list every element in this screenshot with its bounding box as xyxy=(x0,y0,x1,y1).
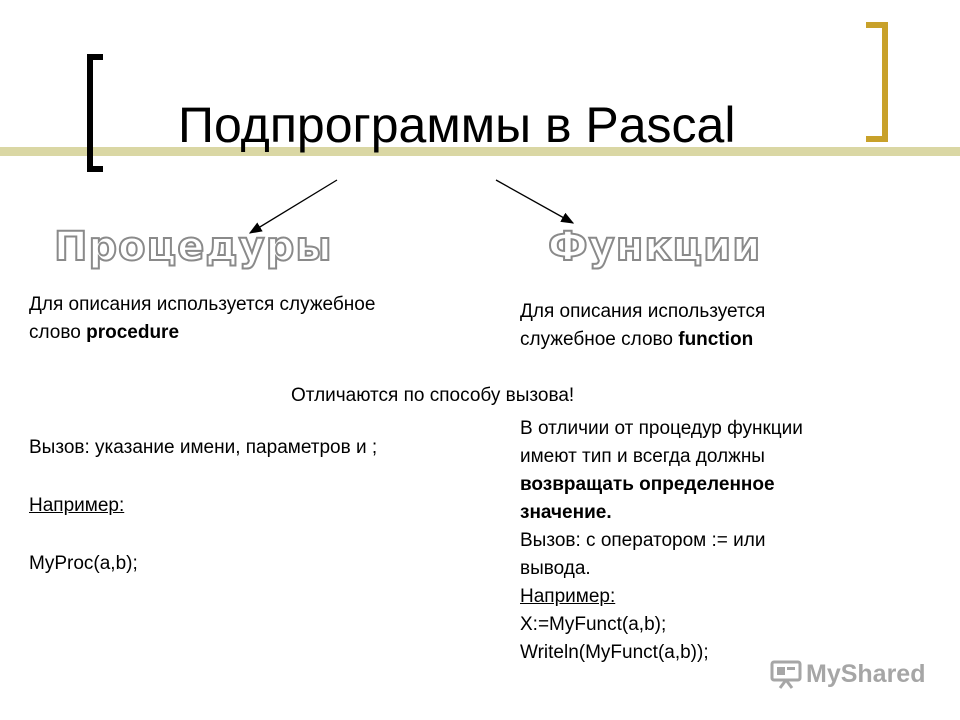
functions-keyword: function xyxy=(678,329,754,350)
procedures-call: Вызов: указание имени, параметров и ; xyxy=(29,437,378,458)
functions-example-label: Например: xyxy=(520,586,616,607)
functions-code2: Writeln(MyFunct(a,b)); xyxy=(520,642,709,663)
watermark-logo xyxy=(770,656,925,692)
functions-line2: имеют тип и всегда должны xyxy=(520,446,765,467)
functions-desc-prefix: служебное слово xyxy=(520,329,679,350)
procedures-desc-line1: Для описания используется служебное xyxy=(29,294,376,315)
procedures-desc-prefix: слово xyxy=(29,322,87,343)
procedures-desc-line2 xyxy=(29,319,479,347)
functions-description xyxy=(520,298,940,354)
page-title: Подпрограммы в Pascal xyxy=(178,97,736,153)
presentation-icon xyxy=(770,659,802,689)
watermark-text: MyShared xyxy=(806,660,926,688)
functions-line1: В отличии от процедур функции xyxy=(520,418,803,439)
functions-code1: X:=MyFunct(a,b); xyxy=(520,614,667,635)
functions-heading: Функции xyxy=(548,224,762,270)
procedures-example-code: MyProc(a,b); xyxy=(29,553,138,574)
procedures-description xyxy=(29,291,479,347)
functions-call-line1: Вызов: с оператором := или xyxy=(520,530,766,551)
functions-desc-line1: Для описания используется xyxy=(520,301,766,322)
functions-desc-line2 xyxy=(520,326,940,354)
procedures-example-label: Например: xyxy=(29,495,125,516)
procedures-heading: Процедуры xyxy=(54,224,333,270)
functions-bold-line2: значение. xyxy=(520,502,612,523)
procedures-keyword: procedure xyxy=(86,322,180,343)
functions-bold-line1: возвращать определенное xyxy=(520,474,775,495)
arrow-to-functions xyxy=(496,180,573,223)
functions-details xyxy=(520,415,940,667)
functions-call-line2: вывода. xyxy=(520,558,591,579)
difference-note: Отличаются по способу вызова! xyxy=(291,385,575,406)
